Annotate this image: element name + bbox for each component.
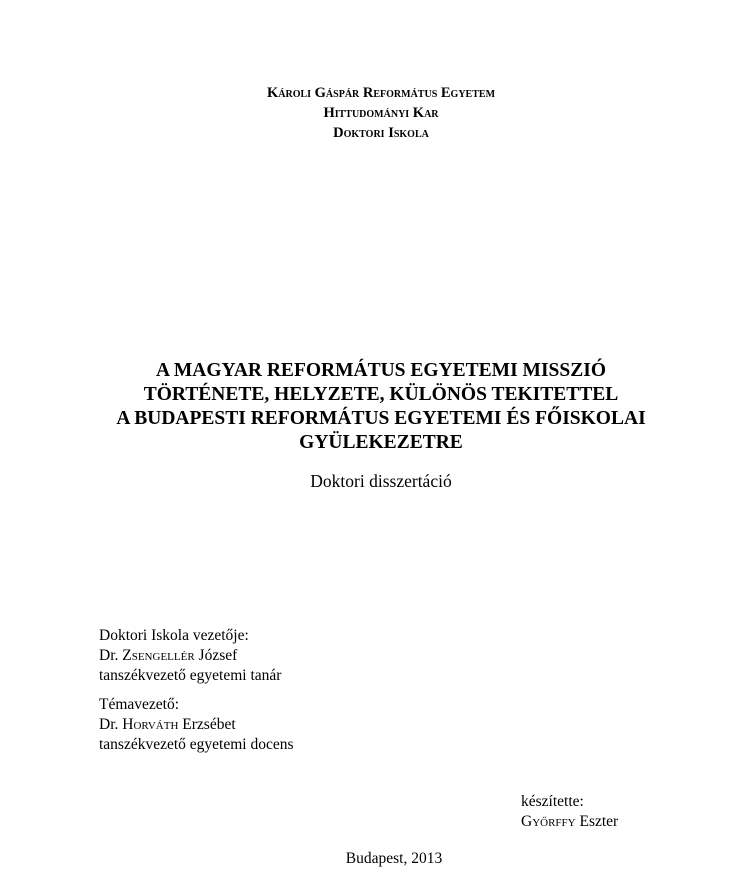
- place-and-date: Budapest, 2013: [345, 850, 443, 867]
- dissertation-title-line-1: A MAGYAR REFORMÁTUS EGYETEMI MISSZIÓ: [155, 360, 606, 381]
- dissertation-title-line-2: TÖRTÉNETE, HELYZETE, KÜLÖNÖS TEKITETTEL: [143, 384, 619, 405]
- dissertation-title-line-3: A BUDAPESTI REFORMÁTUS EGYETEMI ÉS FŐISKOLAI: [116, 408, 646, 429]
- author-label: készítette:: [521, 793, 584, 810]
- school-head-prefix: Dr.: [99, 647, 119, 664]
- supervisor-label: Témavezető:: [99, 696, 180, 713]
- school-head-label: Doktori Iskola vezetője:: [99, 627, 249, 644]
- author-name: [521, 812, 618, 832]
- school-head-position: tanszékvezető egyetemi tanár: [99, 667, 282, 684]
- supervisor-given-name: Erzsébet: [182, 716, 236, 733]
- author-given-name: Eszter: [579, 813, 619, 830]
- supervisor-surname: Horváth: [122, 716, 179, 733]
- school-head-surname: Zsengellér: [122, 647, 195, 664]
- dissertation-title-line-4: GYÜLEKEZETRE: [299, 432, 463, 453]
- author-surname: Győrffy: [521, 813, 576, 830]
- supervisor-position: tanszékvezető egyetemi docens: [99, 736, 294, 753]
- school-head-given-name: József: [198, 647, 238, 664]
- faculty-name: Hittudományi Kar: [323, 105, 439, 121]
- university-name: Károli Gáspár Református Egyetem: [266, 85, 496, 101]
- doctoral-school-name: Doktori Iskola: [333, 125, 429, 141]
- school-head-name: [99, 646, 237, 666]
- supervisor-prefix: Dr.: [99, 716, 119, 733]
- document-type: Doktori disszertáció: [310, 471, 452, 491]
- supervisor-name: [99, 715, 236, 735]
